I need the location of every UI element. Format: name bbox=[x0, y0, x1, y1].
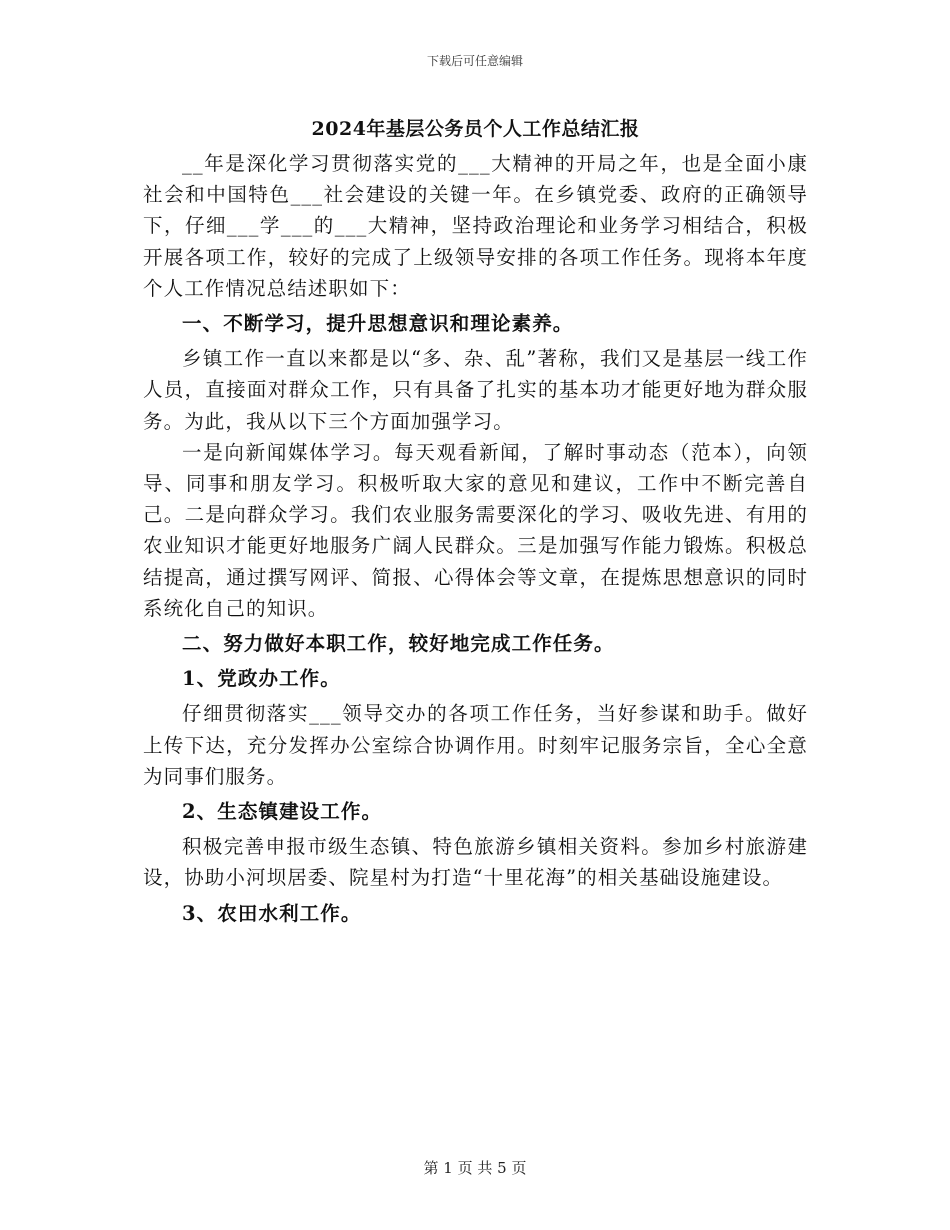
subsection-1-paragraph: 仔细贯彻落实___领导交办的各项工作任务，当好参谋和助手。做好上传下达，充分发挥办公室综合协调作用。时刻牢记服务宗旨，全心全意为同事们服务。 bbox=[143, 702, 808, 788]
subsection-2-paragraph: 积极完善申报市级生态镇、特色旅游乡镇相关资料。参加乡村旅游建设，协助小河坝居委、院星村为打造“十里花海”的相关基础设施建设。 bbox=[143, 835, 808, 890]
document-body bbox=[143, 114, 808, 933]
section1-paragraph-2: 一是向新闻媒体学习。每天观看新闻，了解时事动态（范本），向领导、同事和朋友学习。积极听取大家的意见和建议，工作中不断完善自己。二是向群众学习。我们农业服务需要深化的学习、吸收先进、有用的农业知识才能更好地服务广阔人民群众。三是加强写作能力锻炼。积极总结提高，通过撰写网评、简报、心得体会等文章，在提炼思想意识的同时系统化自己的知识。 bbox=[143, 440, 808, 620]
subsection-2-heading: 2、生态镇建设工作。 bbox=[182, 800, 383, 824]
header-note: 下载后可任意编辑 bbox=[426, 54, 523, 68]
subsection-3-heading: 3、农田水利工作。 bbox=[182, 901, 362, 925]
subsection-1-heading: 1、党政办工作。 bbox=[182, 667, 341, 691]
page-footer: 第 1 页 共 5 页 bbox=[423, 1159, 527, 1177]
intro-paragraph: __年是深化学习贯彻落实党的___大精神的开局之年，也是全面小康社会和中国特色___社会建设的关键一年。在乡镇党委、政府的正确领导下，仔细___学___的___大精神，坚持政治理论和业务学习相结合，积极开展各项工作，较好的完成了上级领导安排的各项工作任务。现将本年度个人工作情况总结述职如下： bbox=[143, 152, 808, 300]
section2-heading: 二、努力做好本职工作，较好地完成工作任务。 bbox=[182, 632, 615, 656]
section1-heading: 一、不断学习，提升思想意识和理论素养。 bbox=[182, 312, 574, 336]
document-title: 2024年基层公务员个人工作总结汇报 bbox=[311, 118, 640, 140]
section1-paragraph-1: 乡镇工作一直以来都是以“多、杂、乱”著称，我们又是基层一线工作人员，直接面对群众工作，只有具备了扎实的基本功才能更好地为群众服务。为此，我从以下三个方面加强学习。 bbox=[143, 347, 808, 433]
